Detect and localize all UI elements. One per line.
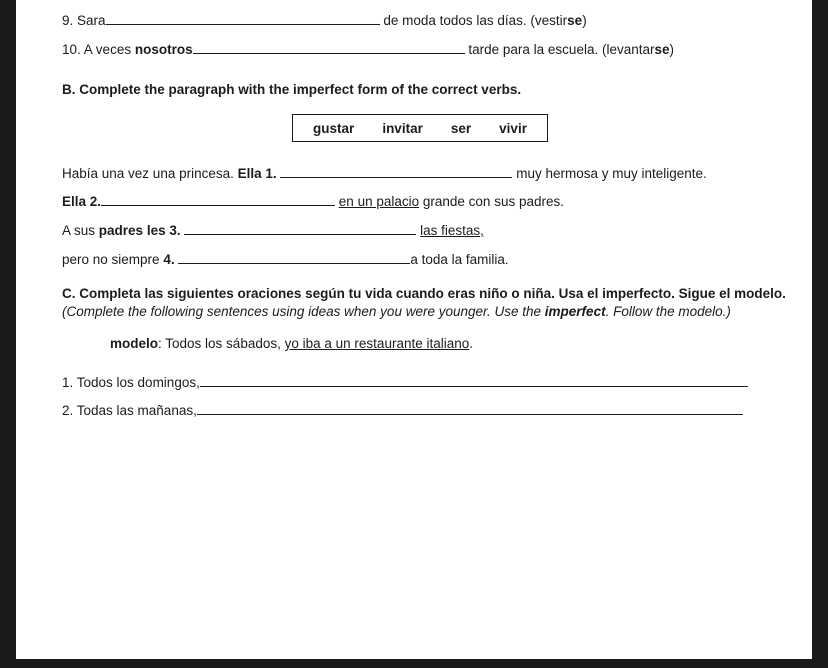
item-text: 2. Todas las mañanas, bbox=[62, 403, 197, 418]
sentence-text: muy hermosa y muy inteligente. bbox=[516, 166, 707, 181]
answer-blank-1[interactable] bbox=[280, 165, 512, 178]
section-c-instruction: C. Completa las siguientes oraciones según tu vida cuando eras niño o niña. Usa el imperfecto. Sigue el modelo. bbox=[62, 286, 786, 301]
word-bank bbox=[292, 114, 548, 142]
paragraph-line-4 bbox=[62, 251, 509, 267]
sentence-text: pero no siempre bbox=[62, 252, 160, 267]
instruction-text: . Follow the modelo.) bbox=[605, 304, 731, 319]
question-subject: nosotros bbox=[134, 42, 193, 57]
underlined-phrase: las fiestas, bbox=[420, 223, 484, 238]
word-bank-item: vivir bbox=[499, 120, 527, 136]
word-bank-item: gustar bbox=[313, 120, 355, 136]
sentence-subject: Ella 1. bbox=[237, 166, 277, 181]
question-subject: Sara bbox=[77, 13, 106, 28]
sentence-subject: padres les 3. bbox=[98, 223, 181, 238]
sentence-text: A sus bbox=[62, 223, 96, 238]
sentence-text: Había una vez una princesa. bbox=[62, 166, 234, 181]
answer-blank-4[interactable] bbox=[178, 251, 410, 264]
question-text: de moda todos las días. (vestir bbox=[383, 13, 568, 28]
question-text: tarde para la escuela. (levantar bbox=[468, 42, 655, 57]
answer-blank-2[interactable] bbox=[101, 193, 335, 206]
section-c-english-instruction bbox=[62, 304, 731, 319]
paragraph-line-2 bbox=[62, 193, 564, 209]
question-9 bbox=[62, 12, 587, 28]
close-paren: ) bbox=[669, 42, 675, 57]
question-number: 10. bbox=[62, 42, 81, 57]
answer-blank-10[interactable] bbox=[193, 41, 465, 54]
question-number: 9. bbox=[62, 13, 74, 28]
paragraph-line-3 bbox=[62, 222, 484, 238]
model-period: . bbox=[469, 336, 474, 351]
instruction-emphasis: imperfect bbox=[544, 304, 606, 319]
model-answer: yo iba a un restaurante italiano bbox=[284, 336, 470, 351]
answer-blank-3[interactable] bbox=[184, 222, 416, 235]
word-bank-item: ser bbox=[450, 120, 472, 136]
instruction-text: (Complete the following sentences using ideas when you were younger. Use the bbox=[62, 304, 542, 319]
worksheet-page bbox=[16, 0, 812, 659]
question-10 bbox=[62, 41, 674, 57]
answer-blank-9[interactable] bbox=[106, 12, 380, 25]
section-b-instruction: B. Complete the paragraph with the imperfect form of the correct verbs. bbox=[62, 82, 522, 97]
reflexive-suffix: se bbox=[654, 42, 670, 57]
section-c-item-1 bbox=[62, 374, 748, 390]
underlined-phrase: en un palacio bbox=[338, 194, 420, 209]
sentence-subject: Ella 2. bbox=[62, 194, 102, 209]
reflexive-suffix: se bbox=[567, 13, 583, 28]
answer-blank-c2[interactable] bbox=[197, 402, 743, 415]
sentence-text: grande con sus padres. bbox=[422, 194, 564, 209]
answer-blank-c1[interactable] bbox=[200, 374, 748, 387]
model-label: modelo bbox=[110, 336, 159, 351]
paragraph-line-1 bbox=[62, 165, 707, 181]
question-text: A veces bbox=[83, 42, 132, 57]
model-text: : Todos los sábados, bbox=[158, 336, 281, 351]
close-paren: ) bbox=[582, 13, 587, 28]
section-c-item-2 bbox=[62, 402, 743, 418]
sentence-text: a toda la familia. bbox=[410, 252, 509, 267]
item-text: 1. Todos los domingos, bbox=[62, 375, 200, 390]
model-example bbox=[110, 336, 473, 351]
sentence-number: 4. bbox=[163, 252, 175, 267]
word-bank-item: invitar bbox=[382, 120, 423, 136]
